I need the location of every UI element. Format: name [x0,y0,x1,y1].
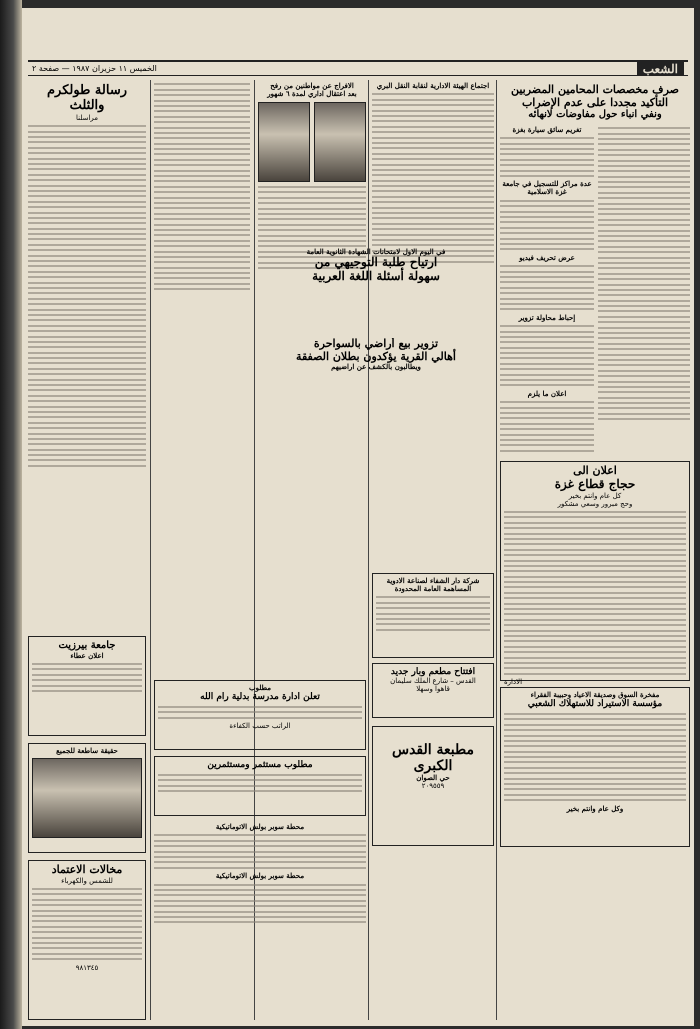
column-author: مراسلنا [76,113,98,122]
ad-title: مفخرة السوق وصديقة الاعياد وحبيبة الفقراء [530,690,660,700]
ad-manager: قاهوا وسهلا [416,685,450,694]
ad-phone: ٢٠٩٥٥٩ [421,782,445,791]
article-headline: صرف مخصصات المحامين المضربين [510,83,679,96]
notice-title: شركة دار الشفاء لصناعة الادوية [386,576,480,585]
article-headline: بعد اعتقال اداري لمدة ٦ شهور [267,89,357,99]
villa-photo [32,758,142,838]
ad-title: محطة سوبر بولش الاتوماتيكية [215,823,305,831]
article-headline: التأكيد مجددا على عدم الإضراب [521,95,669,109]
article-headline: سهولة أسئلة اللغة العربية [312,268,440,283]
newspaper-page [22,8,694,1026]
brief-headline: عرض تحريف فيديو [519,252,575,262]
restaurant-ad [372,663,494,718]
column-rule [368,80,369,1020]
ad-address: حي الصوان [416,773,450,783]
company-notice [372,573,494,658]
page-header [28,60,688,76]
side-briefs [500,124,594,455]
supplies-ad [28,860,146,1020]
photos-row [258,102,366,182]
center-right-column [372,80,494,1020]
dateline: الخميس ١١ حزيران ١٩٨٧ — صفحة ٢ [32,64,157,73]
article-body [598,124,690,424]
article-headline: تزوير بيع أراضي بالسواحرة [313,338,439,350]
ad-title: مخالات الاعتماد [51,863,123,876]
advertisement [500,687,690,847]
ad-title: افتتاح مطعم وبار جديد [390,667,476,677]
announcement-box [500,461,690,687]
exam-article [258,248,494,328]
brief-headline: اعلان ما يلزم [527,388,567,398]
column-rule [150,80,151,1020]
article-headline: ارتياح طلبة التوجيهي من [314,255,438,270]
notice-title: تعلن ادارة مدرسة بدلية رام الله [200,692,320,703]
ad-title: حقيقة ساطعة للجميع [56,746,118,755]
right-column [500,80,690,1020]
ad-title: مطلوب مستثمر ومستثمرين [207,760,313,770]
vacancy-notice [154,680,366,750]
tender-notice [28,636,146,736]
ad-phone: ٩٨١٣٤٥ [75,963,99,972]
ad-title: مؤسسة الاستيراد للاستهلاك الشعبي [527,699,663,710]
book-binding [0,0,22,1029]
article-kicker: في اليوم الاول لامتحانات الشهادة الثانوية العامة [306,248,446,256]
investors-ad [154,756,366,816]
announcement-greeting: كل عام وانتم بخير [568,491,622,500]
portrait-photo [258,102,310,182]
article-headline: الافراج عن مواطنين من رفح [270,81,354,90]
villa-ad [28,743,146,853]
ad-address: القدس – شارع الملك سليمان [390,677,476,686]
article-headline: أهالي القرية يؤكدون بطلان الصفقة [296,349,456,363]
announcement-signature: الادارة [504,678,523,687]
ad-signature: وكل عام وانتم بخير [566,803,624,813]
article-headline: ويطالبون بالكشف عن اراضيهم [331,362,421,372]
notice-org: جامعة بيرزيت [58,640,116,651]
brief-headline: تغريم سائق سيارة بغزة [512,124,582,134]
article-headline: ونفي انباء حول مفاوضات لانهائه [528,109,662,121]
column-title: رسالة طولكرم والثلث [46,83,127,113]
ad-title: محطة سوبر بولش الاتوماتيكية [215,871,305,881]
portrait-photo [314,102,366,182]
notice-kicker: مطلوب [248,683,271,692]
announcement-greeting: وحج مبرور وسعي مشكور [557,499,633,508]
press-ad [372,726,494,846]
land-article [258,338,494,398]
notice-title: اعلان عطاء [70,650,104,660]
bus-station-ads [154,823,366,1023]
announcement-title: حجاج قطاع غزة [554,476,636,491]
brief-headline: إحباط محاولة تزوير [518,312,576,322]
masthead: الشعب [637,62,684,76]
brief-headline: عدة مراكز للتسجيل في جامعة غزة الاسلامية [502,179,592,197]
ad-subtitle: للشمس والكهرباء [61,876,113,885]
ad-title: مطبعة القدس الكبرى [391,742,475,775]
notice-salary: الراتب حسب الكفاءة [229,721,291,730]
notice-title: المساهمة العامة المحدودة [394,584,472,594]
column-rule [496,80,497,1020]
announcement-title: اعلان الى [573,464,617,478]
article-headline: اجتماع الهيئة الادارية لنقابة النقل البري [376,81,490,90]
